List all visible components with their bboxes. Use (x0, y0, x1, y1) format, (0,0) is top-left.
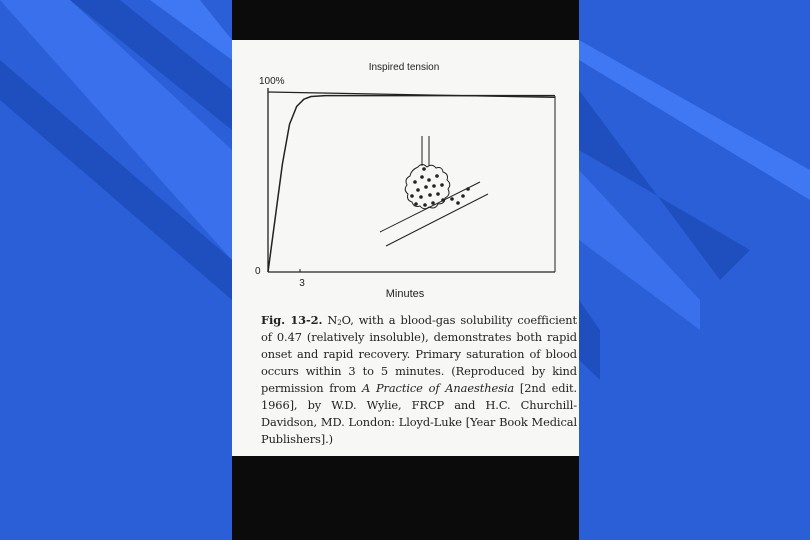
capillary-wall-bottom (386, 194, 488, 246)
gas-molecules (410, 167, 470, 207)
alveolus-illustration (380, 136, 488, 246)
caption-text-2: O, with a blood-gas solubility coefficient of 0.47 (relatively insoluble), demonstrates both rapid onset and rapid recovery. Primary saturation of blood occurs within 3 to 5 minutes. (Reproduced by kind permission from (261, 313, 578, 395)
y-tick-zero: 0 (255, 266, 261, 277)
caption-text-3: [2nd edit. 1966], by W.D. Wylie, FRCP and H.C. Churchill-Davidson, MD. London: Lloyd-Luke [Year Book Medical Publishers].) (261, 381, 577, 446)
chart-title: Inspired tension (368, 62, 440, 73)
figure-card (232, 40, 579, 456)
y-tick-top: 100% (259, 76, 285, 87)
figure-caption (261, 312, 577, 448)
capillary-wall-top (380, 182, 480, 232)
caption-text-1: N (322, 313, 338, 327)
series-layer (268, 92, 555, 272)
series-line-uptake (268, 96, 555, 272)
caption-book-title: A Practice of Anaesthesia (362, 381, 515, 395)
caption-label: Fig. 13-2. (261, 313, 323, 327)
x-tick-3: 3 (299, 278, 305, 289)
x-axis-label: Minutes (385, 288, 425, 300)
caption-subscript: 2 (337, 319, 342, 327)
slide-frame (232, 0, 579, 540)
